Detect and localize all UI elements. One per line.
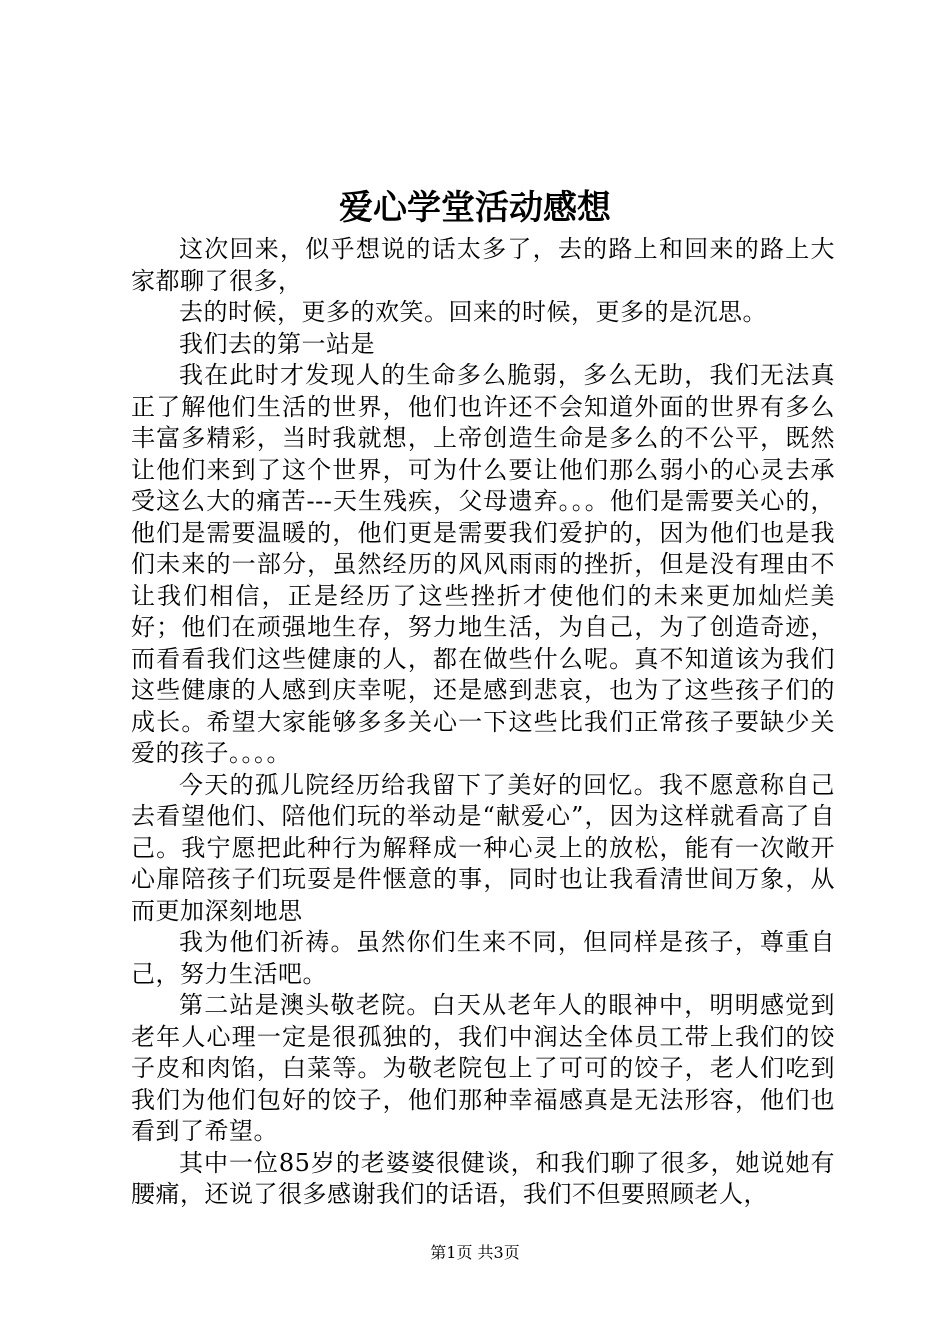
paragraph: 其中一位85岁的老婆婆很健谈，和我们聊了很多，她说她有腰痛，还说了很多感谢我们的话语，我们不但要照顾老人， (131, 1148, 835, 1208)
paragraph: 今天的孤儿院经历给我留下了美好的回忆。我不愿意称自己去看望他们、陪他们玩的举动是“献爱心”，因为这样就看高了自己。我宁愿把此种行为解释成一种心灵上的放松，能有一次敞开心扉陪孩子们玩耍是件惬意的事，同时也让我看清世间万象，从而更加深刻地思 (131, 770, 835, 925)
paragraph: 这次回来，似乎想说的话太多了，去的路上和回来的路上大家都聊了很多， (131, 235, 835, 295)
paragraph: 我为他们祈祷。虽然你们生来不同，但同样是孩子，尊重自己，努力生活吧。 (131, 928, 835, 988)
paragraph: 我们去的第一站是 (179, 329, 375, 358)
document-body (131, 234, 835, 1211)
document-title: 爱心学堂活动感想 (339, 188, 611, 228)
page-number-footer: 第1页 共3页 (430, 1243, 520, 1262)
paragraph: 我在此时才发现人的生命多么脆弱，多么无助，我们无法真正了解他们生活的世界，他们也许还不会知道外面的世界有多么丰富多精彩，当时我就想，上帝创造生命是多么的不公平，既然让他们来到了这个世界，可为什么要让他们那么弱小的心灵去承受这么大的痛苦---天生残疾，父母遗弃。。。他们是需要关心的，他们是需要温暖的，他们更是需要我们爱护的，因为他们也是我们未来的一部分，虽然经历的风风雨雨的挫折，但是没有理由不让我们相信，正是经历了这些挫折才使他们的未来更加灿烂美好；他们在顽强地生存，努力地生活，为自己，为了创造奇迹，而看看我们这些健康的人，都在做些什么呢。真不知道该为我们这些健康的人感到庆幸呢，还是感到悲哀，也为了这些孩子们的成长。希望大家能够多多关心一下这些比我们正常孩子要缺少关爱的孩子。。。。 (131, 361, 835, 767)
paragraph: 去的时候，更多的欢笑。回来的时候，更多的是沉思。 (179, 298, 767, 326)
paragraph: 第二站是澳头敬老院。白天从老年人的眼神中，明明感觉到老年人心理一定是很孤独的，我们中润达全体员工带上我们的饺子皮和肉馅，白菜等。为敬老院包上了可可的饺子，老人们吃到我们为他们包好的饺子，他们那种幸福感真是无法形容，他们也看到了希望。 (131, 991, 835, 1145)
